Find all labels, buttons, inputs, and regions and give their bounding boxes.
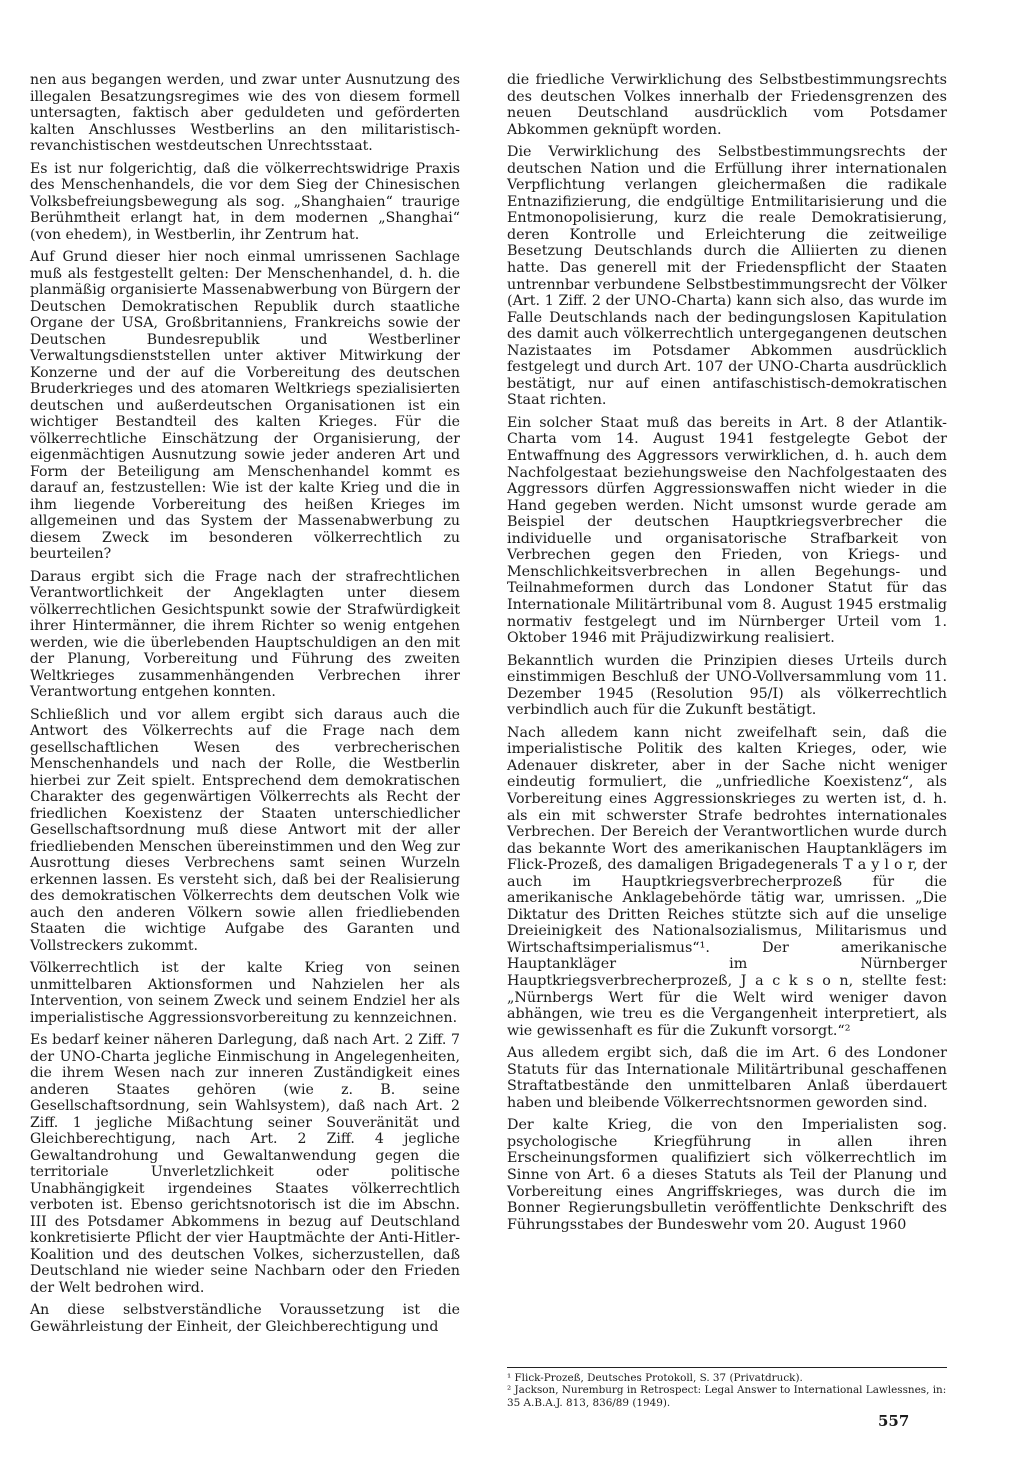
paragraph: Es ist nur folgerichtig, daß die völkerrechtswidrige Praxis des Menschenhandels, die vor dem Sieg der Chinesischen Volksbefreiungsbewegung als sog. „Shanghaien“ traurige Berühmtheit erlangt hat, in dem modernen „Shanghai“ (von ehedem), in Westberlin, ihr Zentrum hat. — [30, 160, 460, 243]
paragraph: Nach alledem kann nicht zweifelhaft sein, daß die imperialistische Politik des kalten Krieges, oder, wie Adenauer diskreter, aber in der Sache nicht weniger eindeutig formuliert, die „unfriedliche Koexistenz“, als Vorbereitung eines Aggressionskrieges zu werten ist, d. h. als ein mit schwerster Strafe bedrohtes internationales Verbrechen. Der Bereich der Verantwortlichen wurde durch das bekannte Wort des amerikanischen Hauptanklägers im Flick-Prozeß, des damaligen Brigadegenerals T a y l o r, der auch im Hauptkriegsverbrecherprozeß für die amerikanische Anklagebehörde tätig war, umrissen. „Die Diktatur des Dritten Reiches stützte sich auf die unselige Dreieinigkeit des Nationalsozialismus, Militarismus und Wirtschaftsimperialismus“¹. Der amerikanische Hauptankläger im Nürnberger Hauptkriegsverbrecherprozeß, J a c k s o n, stellte fest: „Nürnbergs Wert für die Welt wird weniger davon abhängen, wie treu es die Vergangenheit interpretiert, als wie gewissenhaft es für die Zukunft vorsorgt.“² — [507, 724, 947, 1039]
paragraph: die friedliche Verwirklichung des Selbstbestimmungsrechts des deutschen Volkes innerhalb der Friedensgrenzen des neuen Deutschland ausdrücklich vom Potsdamer Abkommen geknüpft worden. — [507, 72, 947, 138]
paragraph: Es bedarf keiner näheren Darlegung, daß nach Art. 2 Ziff. 7 der UNO-Charta jegliche Einmischung in Angelegenheiten, die ihrem Wesen nach zur inneren Zuständigkeit eines anderen Staates gehören (wie z. B. seine Gesellschaftsordnung, sein Wahlsystem), daß nach Art. 2 Ziff. 1 jegliche Mißachtung seiner Souveränität und Gleichberechtigung, nach Art. 2 Ziff. 4 jegliche Gewaltandrohung und Gewaltanwendung gegen die territoriale Unverletzlichkeit oder politische Unabhängigkeit irgendeines Staates völkerrechtlich verboten ist. Ebenso gerichtsnotorisch ist die im Abschn. III des Potsdamer Abkommens in bezug auf Deutschland konkretisierte Pflicht der vier Hauptmächte der Anti-Hitler-Koalition und des deutschen Volkes, sicherzustellen, daß Deutschland nie wieder seine Nachbarn oder den Frieden der Welt bedrohen wird. — [30, 1032, 460, 1296]
paragraph: Schließlich und vor allem ergibt sich daraus auch die Antwort des Völkerrechts auf die Frage nach dem gesellschaftlichen Wesen des verbrecherischen Menschenhandels und nach der Rolle, die Westberlin hierbei zur Zeit spielt. Entsprechend dem demokratischen Charakter des gegenwärtigen Völkerrechts als Recht der friedlichen Koexistenz der Staaten unterschiedlicher Gesellschaftsordnung muß diese Antwort mit der aller friedliebenden Menschen übereinstimmen und den Weg zur Ausrottung dieses Verbrechens samt seinen Wurzeln erkennen lassen. Es versteht sich, daß bei der Realisierung des demokratischen Völkerrechts dem deutschen Volk wie auch den anderen Völkern sowie allen friedliebenden Staaten die wichtige Aufgabe des Garanten und Vollstreckers zukommt. — [30, 706, 460, 954]
paragraph: Die Verwirklichung des Selbstbestimmungsrechts der deutschen Nation und die Erfüllung ihrer internationalen Verpflichtung verlangen gleichermaßen die radikale Entnazifizierung, die endgültige Entmilitarisierung und die Entmonopolisierung, kurz die reale Demokratisierung, deren Kontrolle und Erleichterung die zeitweilige Besetzung Deutschlands durch die Alliierten zu dienen hatte. Das generell mit der Friedenspflicht der Staaten untrennbar verbundene Selbstbestimmungsrecht der Völker (Art. 1 Ziff. 2 der UNO-Charta) kann sich also, das wurde im Falle Deutschlands nach der bedingungslosen Kapitulation des damit auch völkerrechtlich untergegangenen deutschen Nazistaates im Potsdamer Abkommen ausdrücklich festgelegt und durch Art. 107 der UNO-Charta ausdrücklich bestätigt, nur auf einen antifaschistisch-demokratischen Staat richten. — [507, 144, 947, 409]
paragraph: nen aus begangen werden, und zwar unter Ausnutzung des illegalen Besatzungsregimes wie des von diesem formell untersagten, faktisch aber geduldeten und geförderten kalten Anschlusses Westberlins an den militaristisch-revanchistischen westdeutschen Unrechtsstaat. — [30, 72, 460, 154]
footnote-2: ² Jackson, Nuremburg in Retrospect: Legal Answer to International Lawlessnes, in: 35 A.B.A.J. 813, 836/89 (1949). — [507, 1384, 947, 1409]
right-column — [507, 72, 947, 1239]
paragraph: Ein solcher Staat muß das bereits in Art. 8 der Atlantik-Charta vom 14. August 1941 festgelegte Gebot der Entwaffnung des Aggressors verwirklichen, d. h. auch dem Nachfolgestaat beziehungsweise den Nachfolgestaaten des Aggressors dürfen Aggressionswaffen nicht wieder in die Hand gegeben werden. Nicht umsonst wurde gerade am Beispiel der deutschen Hauptkriegsverbrecher die individuelle und organisatorische Strafbarkeit von Verbrechen gegen den Frieden, von Kriegs- und Menschlichkeitsverbrechen in allen Begehungs- und Teilnahmeformen durch das Londoner Statut für das Internationale Militärtribunal vom 8. August 1945 erstmalig normativ festgelegt und im Nürnberger Urteil vom 1. Oktober 1946 mit Präjudizwirkung realisiert. — [507, 414, 947, 647]
paragraph: Auf Grund dieser hier noch einmal umrissenen Sachlage muß als festgestellt gelten: Der Menschenhandel, d. h. die planmäßig organisierte Massenabwerbung von Bürgern der Deutschen Demokratischen Republik durch staatliche Organe der USA, Großbritanniens, Frankreichs sowie der Deutschen Bundesrepublik und Westberliner Verwaltungsdienststellen unter aktiver Mitwirkung der Konzerne und der auf die Vorbereitung des deutschen Bruderkrieges und des atomaren Weltkriegs spezialisierten deutschen und außerdeutschen Organisationen ist ein wichtiger Bestandteil des kalten Krieges. Für die völkerrechtliche Einschätzung der Organisierung, der eigenmächtigen Ausnutzung sowie jeder anderen Art und Form der Beteiligung am Menschenhandel kommt es darauf an, festzustellen: Wie ist der kalte Krieg und die in ihm liegende Vorbereitung des heißen Krieges im allgemeinen und das System der Massenabwerbung zu diesem Zweck im besonderen völkerrechtlich zu beurteilen? — [30, 249, 460, 562]
paragraph: Der kalte Krieg, die von den Imperialisten sog. psychologische Kriegführung in allen ihren Erscheinungsformen qualifiziert sich völkerrechtlich im Sinne von Art. 6 a dieses Statuts als Teil der Planung und Vorbereitung eines Angriffskrieges, was durch die im Bonner Regierungsbulletin veröffentlichte Denkschrift des Führungsstabes der Bundeswehr vom 20. August 1960 — [507, 1117, 947, 1233]
page-number: 557 — [878, 1412, 910, 1430]
left-column — [30, 72, 460, 1341]
paragraph: Bekanntlich wurden die Prinzipien dieses Urteils durch einstimmigen Beschluß der UNO-Vollversammlung vom 11. Dezember 1945 (Resolution 95/I) als völkerrechtlich verbindlich auch für die Zukunft bestätigt. — [507, 652, 947, 719]
paragraph: Daraus ergibt sich die Frage nach der strafrechtlichen Verantwortlichkeit der Angeklagten unter diesem völkerrechtlichen Gesichtspunkt sowie der Strafwürdigkeit ihrer Hintermänner, die ihrem Richter so wenig entgehen werden, wie die überlebenden Hauptschuldigen an den mit der Planung, Vorbereitung und Führung des zweiten Weltkrieges zusammenhängenden Verbrechen ihrer Verantwortung entgehen konnten. — [30, 568, 460, 700]
paragraph: An diese selbstverständliche Voraussetzung ist die Gewährleistung der Einheit, der Gleichberechtigung und — [30, 1302, 460, 1335]
footnote-1: ¹ Flick-Prozeß, Deutsches Protokoll, S. 37 (Privatdruck). — [507, 1372, 803, 1384]
paragraph: Aus alledem ergibt sich, daß die im Art. 6 des Londoner Statuts für das Internationale Militärtribunal geschaffenen Straftatbestände den unmittelbaren Anlaß überdauert haben und bleibende Völkerrechtsnormen geworden sind. — [507, 1045, 947, 1111]
footnotes — [507, 1367, 947, 1409]
paragraph: Völkerrechtlich ist der kalte Krieg von seinen unmittelbaren Aktionsformen und Nahzielen her als Intervention, von seinem Zweck und seinem Endziel her als imperialistische Aggressionsvorbereitung zu kennzeichnen. — [30, 960, 460, 1026]
